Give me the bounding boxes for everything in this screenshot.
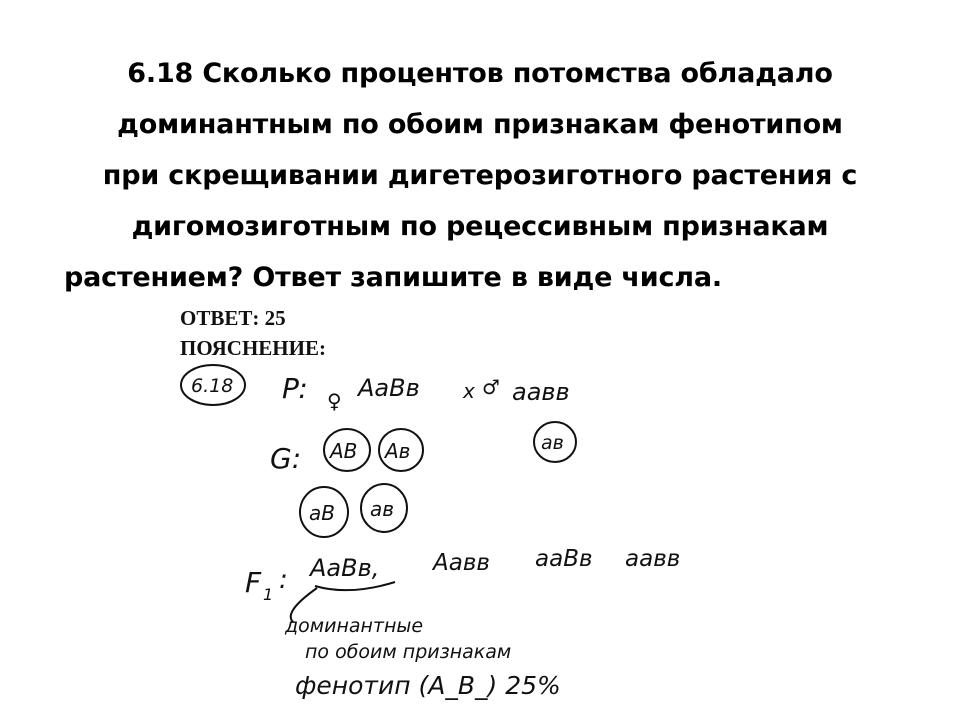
underline-mark (315, 582, 395, 590)
answer-line: ОТВЕТ: 25 (180, 306, 286, 330)
offspring-genotype: aaвв (625, 546, 681, 572)
question-line: при скрещивании дигетерозиготного растения с (102, 160, 858, 191)
note-line: фенотип (A_B_) 25% (295, 671, 561, 700)
offspring-genotype: aaBв (535, 546, 593, 572)
task-number: 6.18 (191, 375, 234, 397)
note-line: по обоим признакам (305, 641, 512, 663)
question-line: растением? Ответ запишите в виде числа. (64, 262, 722, 293)
offspring-genotype: AaBв, (310, 554, 380, 582)
gamete-recessive: aв (370, 497, 395, 521)
g-label: G: (270, 442, 302, 475)
handwritten-solution (175, 360, 735, 710)
question-text (0, 48, 960, 303)
answer-block (180, 303, 326, 363)
gamete-ab-mixed: Aв (385, 439, 411, 463)
question-line: дигомозиготным по рецессивным признакам (131, 211, 829, 242)
male-symbol: ♂ (482, 375, 500, 399)
female-symbol: ♀ (327, 389, 342, 413)
f1-colon: : (279, 565, 288, 595)
parent-female-genotype: AaBв (358, 374, 420, 402)
parent-male-genotype: aaвв (512, 378, 570, 406)
gamete-ab-dominant: AB (330, 439, 358, 463)
note-line: доминантные (285, 615, 424, 637)
f1-label: F (245, 566, 262, 599)
cross-sign: x (463, 379, 475, 403)
gamete-male: aв (541, 432, 564, 454)
question-line: 6.18 Сколько процентов потомства обладало (127, 58, 833, 89)
question-line: доминантным по обоим признакам фенотипом (117, 109, 843, 140)
gamete-recessive-dominant: aB (309, 501, 335, 525)
f1-subscript: 1 (263, 585, 274, 604)
p-label: P: (282, 372, 308, 405)
explanation-label: ПОЯСНЕНИЕ: (180, 336, 326, 360)
offspring-genotype: Aaвв (433, 550, 490, 576)
